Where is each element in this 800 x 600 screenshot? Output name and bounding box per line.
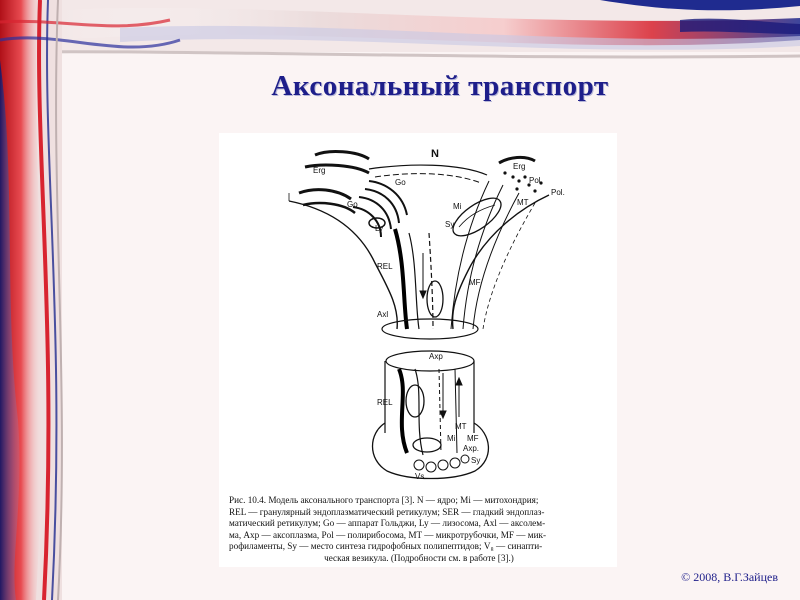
caption-line: Рис. 10.4. Модель аксонального транспорта [3]. N — ядро; Mi — митохондрия; xyxy=(229,495,539,505)
label-rel-upper: REL xyxy=(377,262,393,271)
caption-line: REL — гранулярный эндоплазматический ретикулум; SER — гладкий эндоплаз- xyxy=(229,506,545,517)
label-axl: Axl xyxy=(377,310,389,319)
axonal-transport-figure xyxy=(219,133,617,567)
label-mi-lower: Mi xyxy=(447,434,456,443)
slide-title: Аксональный транспорт xyxy=(271,70,609,102)
copyright-notice: © 2008, В.Г.Зайцев xyxy=(681,570,778,584)
label-sy-upper: Sy xyxy=(445,220,455,229)
label-rel-lower: REL xyxy=(377,398,393,407)
label-vs: Vs xyxy=(415,472,425,481)
label-go-lower: Go xyxy=(347,200,358,209)
label-sy-lower: Sy xyxy=(471,456,481,465)
caption-line: матический ретикулум; Go — аппарат Гольджи, Ly — лизосома, Axl — аксолем- xyxy=(229,518,546,528)
label-pol-upper: Pol xyxy=(529,176,541,185)
label-mt-lower: MT xyxy=(455,422,467,431)
label-go-upper: Go xyxy=(395,178,406,187)
label-pol-lower: Pol. xyxy=(551,188,565,197)
axonal-transport-diagram xyxy=(219,133,617,493)
figure-caption xyxy=(229,495,609,564)
label-erg-left: Erg xyxy=(313,166,326,175)
label-axp-lower: Axp. xyxy=(463,444,480,453)
label-mi-upper: Mi xyxy=(453,202,462,211)
caption-line: рофиламенты, Sy — место синтеза гидрофобных полипептидов; V₈ — синапти- xyxy=(229,541,543,551)
label-mf-upper: MF xyxy=(469,278,481,287)
caption-line: ма, Axp — аксоплазма, Pol — полирибосома, MT — микротрубочки, MF — мик- xyxy=(229,529,547,540)
label-axp-upper: Axp xyxy=(429,352,443,361)
label-nucleus: N xyxy=(431,148,439,160)
label-ly: Ly xyxy=(375,224,384,233)
label-mt-upper: MT xyxy=(517,198,529,207)
caption-line: ческая везикула. (Подробности см. в работе [3].) xyxy=(324,552,514,563)
label-erg-right: Erg xyxy=(513,162,526,171)
label-mf-lower: MF xyxy=(467,434,479,443)
